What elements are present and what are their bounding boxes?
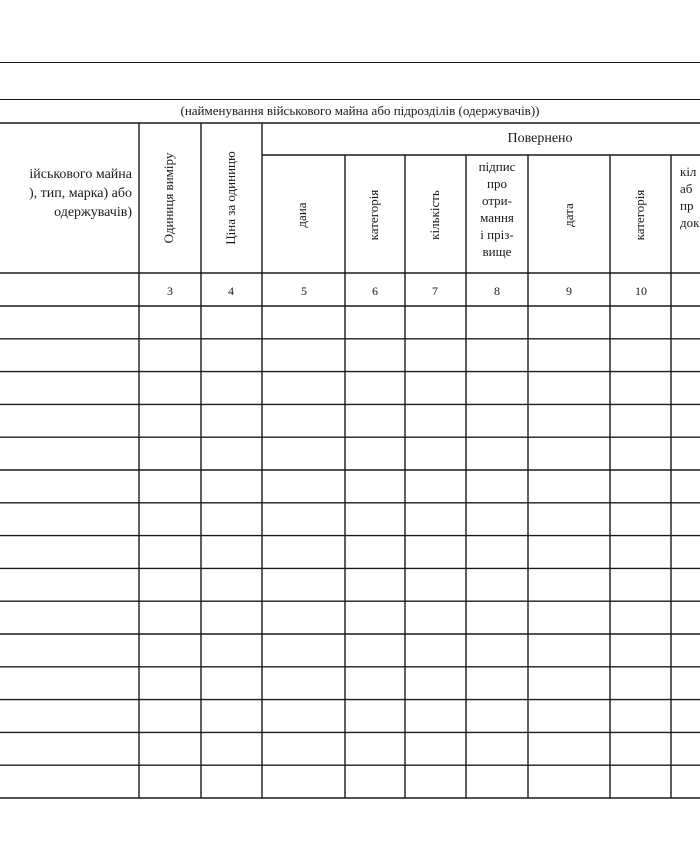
category2-header: категорія bbox=[632, 189, 647, 241]
date-header: даиа bbox=[294, 202, 309, 228]
cut-line: аб bbox=[680, 181, 693, 196]
col-number-8: 8 bbox=[494, 284, 500, 298]
col-number-4: 4 bbox=[228, 284, 234, 298]
category-header: категорія bbox=[366, 189, 381, 241]
caption: (найменування військового майна або підрозділів (одержувачів)) bbox=[180, 103, 540, 118]
name-header-line: одержувачів) bbox=[54, 205, 132, 220]
signature-line: підпис bbox=[478, 159, 516, 174]
col-number-6: 6 bbox=[372, 284, 378, 298]
returned-header: Повернено bbox=[507, 131, 573, 146]
col-number-5: 5 bbox=[301, 284, 307, 298]
name-header-line: ійськового майна bbox=[29, 167, 132, 182]
name-header-line: ), тип, марка) або bbox=[28, 186, 132, 201]
unit-header: Одиниця виміру bbox=[161, 152, 176, 244]
signature-line: про bbox=[487, 176, 507, 191]
col-number-10: 10 bbox=[635, 284, 647, 298]
signature-line: і пріз- bbox=[480, 227, 514, 242]
name-column-header bbox=[0, 165, 138, 222]
cut-column-header bbox=[680, 163, 700, 231]
cut-line: док bbox=[680, 215, 700, 230]
date2-header: дата bbox=[561, 203, 576, 227]
price-header: Ціна за одиницю bbox=[223, 151, 238, 245]
col-number-7: 7 bbox=[432, 284, 438, 298]
signature-line: отри- bbox=[482, 193, 512, 208]
signature-line: мання bbox=[480, 210, 514, 225]
quantity-header: кількість bbox=[427, 190, 442, 240]
cut-line: кіл bbox=[680, 164, 697, 179]
signature-header bbox=[466, 158, 528, 260]
cut-line: пр bbox=[680, 198, 694, 213]
col-number-9: 9 bbox=[566, 284, 572, 298]
signature-line: вище bbox=[482, 244, 512, 259]
col-number-3: 3 bbox=[167, 284, 173, 298]
